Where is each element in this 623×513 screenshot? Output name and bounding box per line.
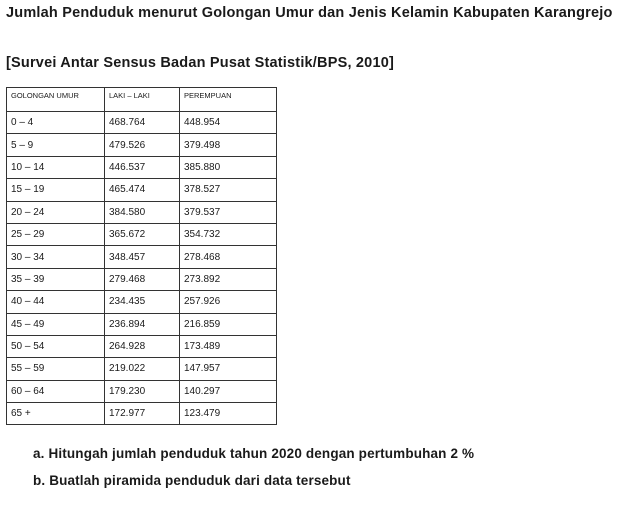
table-row bbox=[7, 335, 277, 357]
female-cell: 173.489 bbox=[180, 335, 277, 357]
table-row bbox=[7, 112, 277, 134]
male-cell: 179.230 bbox=[105, 380, 180, 402]
female-cell: 448.954 bbox=[180, 112, 277, 134]
female-cell: 379.498 bbox=[180, 134, 277, 156]
header-female: PEREMPUAN bbox=[180, 88, 277, 112]
female-cell: 385.880 bbox=[180, 156, 277, 178]
male-cell: 465.474 bbox=[105, 179, 180, 201]
table-row bbox=[7, 403, 277, 425]
male-cell: 234.435 bbox=[105, 291, 180, 313]
age-group-cell: 40 – 44 bbox=[7, 291, 105, 313]
male-cell: 172.977 bbox=[105, 403, 180, 425]
male-cell: 348.457 bbox=[105, 246, 180, 268]
table-row bbox=[7, 179, 277, 201]
population-table bbox=[6, 87, 277, 425]
age-group-cell: 60 – 64 bbox=[7, 380, 105, 402]
table-row bbox=[7, 313, 277, 335]
female-cell: 257.926 bbox=[180, 291, 277, 313]
header-male: LAKI – LAKI bbox=[105, 88, 180, 112]
table-row bbox=[7, 291, 277, 313]
table-row bbox=[7, 156, 277, 178]
age-group-cell: 45 – 49 bbox=[7, 313, 105, 335]
age-group-cell: 25 – 29 bbox=[7, 223, 105, 245]
age-group-cell: 65 + bbox=[7, 403, 105, 425]
table-row bbox=[7, 134, 277, 156]
questions bbox=[33, 440, 613, 494]
age-group-cell: 35 – 39 bbox=[7, 268, 105, 290]
table-row bbox=[7, 201, 277, 223]
age-group-cell: 5 – 9 bbox=[7, 134, 105, 156]
female-cell: 273.892 bbox=[180, 268, 277, 290]
female-cell: 378.527 bbox=[180, 179, 277, 201]
question-b: b. Buatlah piramida penduduk dari data tersebut bbox=[33, 473, 351, 488]
age-group-cell: 30 – 34 bbox=[7, 246, 105, 268]
male-cell: 468.764 bbox=[105, 112, 180, 134]
table-row bbox=[7, 268, 277, 290]
page-title: Jumlah Penduduk menurut Golongan Umur dan Jenis Kelamin Kabupaten Karangrejo bbox=[6, 5, 613, 21]
source-subtitle: [Survei Antar Sensus Badan Pusat Statistik/BPS, 2010] bbox=[6, 55, 394, 71]
age-group-cell: 0 – 4 bbox=[7, 112, 105, 134]
male-cell: 264.928 bbox=[105, 335, 180, 357]
male-cell: 479.526 bbox=[105, 134, 180, 156]
male-cell: 446.537 bbox=[105, 156, 180, 178]
age-group-cell: 50 – 54 bbox=[7, 335, 105, 357]
header-age-group: GOLONGAN UMUR bbox=[7, 88, 105, 112]
female-cell: 140.297 bbox=[180, 380, 277, 402]
table-row bbox=[7, 223, 277, 245]
female-cell: 278.468 bbox=[180, 246, 277, 268]
table-row bbox=[7, 246, 277, 268]
table-header-row bbox=[7, 88, 277, 112]
female-cell: 147.957 bbox=[180, 358, 277, 380]
male-cell: 384.580 bbox=[105, 201, 180, 223]
male-cell: 219.022 bbox=[105, 358, 180, 380]
male-cell: 365.672 bbox=[105, 223, 180, 245]
male-cell: 279.468 bbox=[105, 268, 180, 290]
female-cell: 216.859 bbox=[180, 313, 277, 335]
table-row bbox=[7, 358, 277, 380]
male-cell: 236.894 bbox=[105, 313, 180, 335]
age-group-cell: 15 – 19 bbox=[7, 179, 105, 201]
age-group-cell: 20 – 24 bbox=[7, 201, 105, 223]
table-row bbox=[7, 380, 277, 402]
age-group-cell: 55 – 59 bbox=[7, 358, 105, 380]
female-cell: 354.732 bbox=[180, 223, 277, 245]
female-cell: 123.479 bbox=[180, 403, 277, 425]
age-group-cell: 10 – 14 bbox=[7, 156, 105, 178]
question-a: a. Hitungah jumlah penduduk tahun 2020 dengan pertumbuhan 2 % bbox=[33, 446, 475, 461]
female-cell: 379.537 bbox=[180, 201, 277, 223]
